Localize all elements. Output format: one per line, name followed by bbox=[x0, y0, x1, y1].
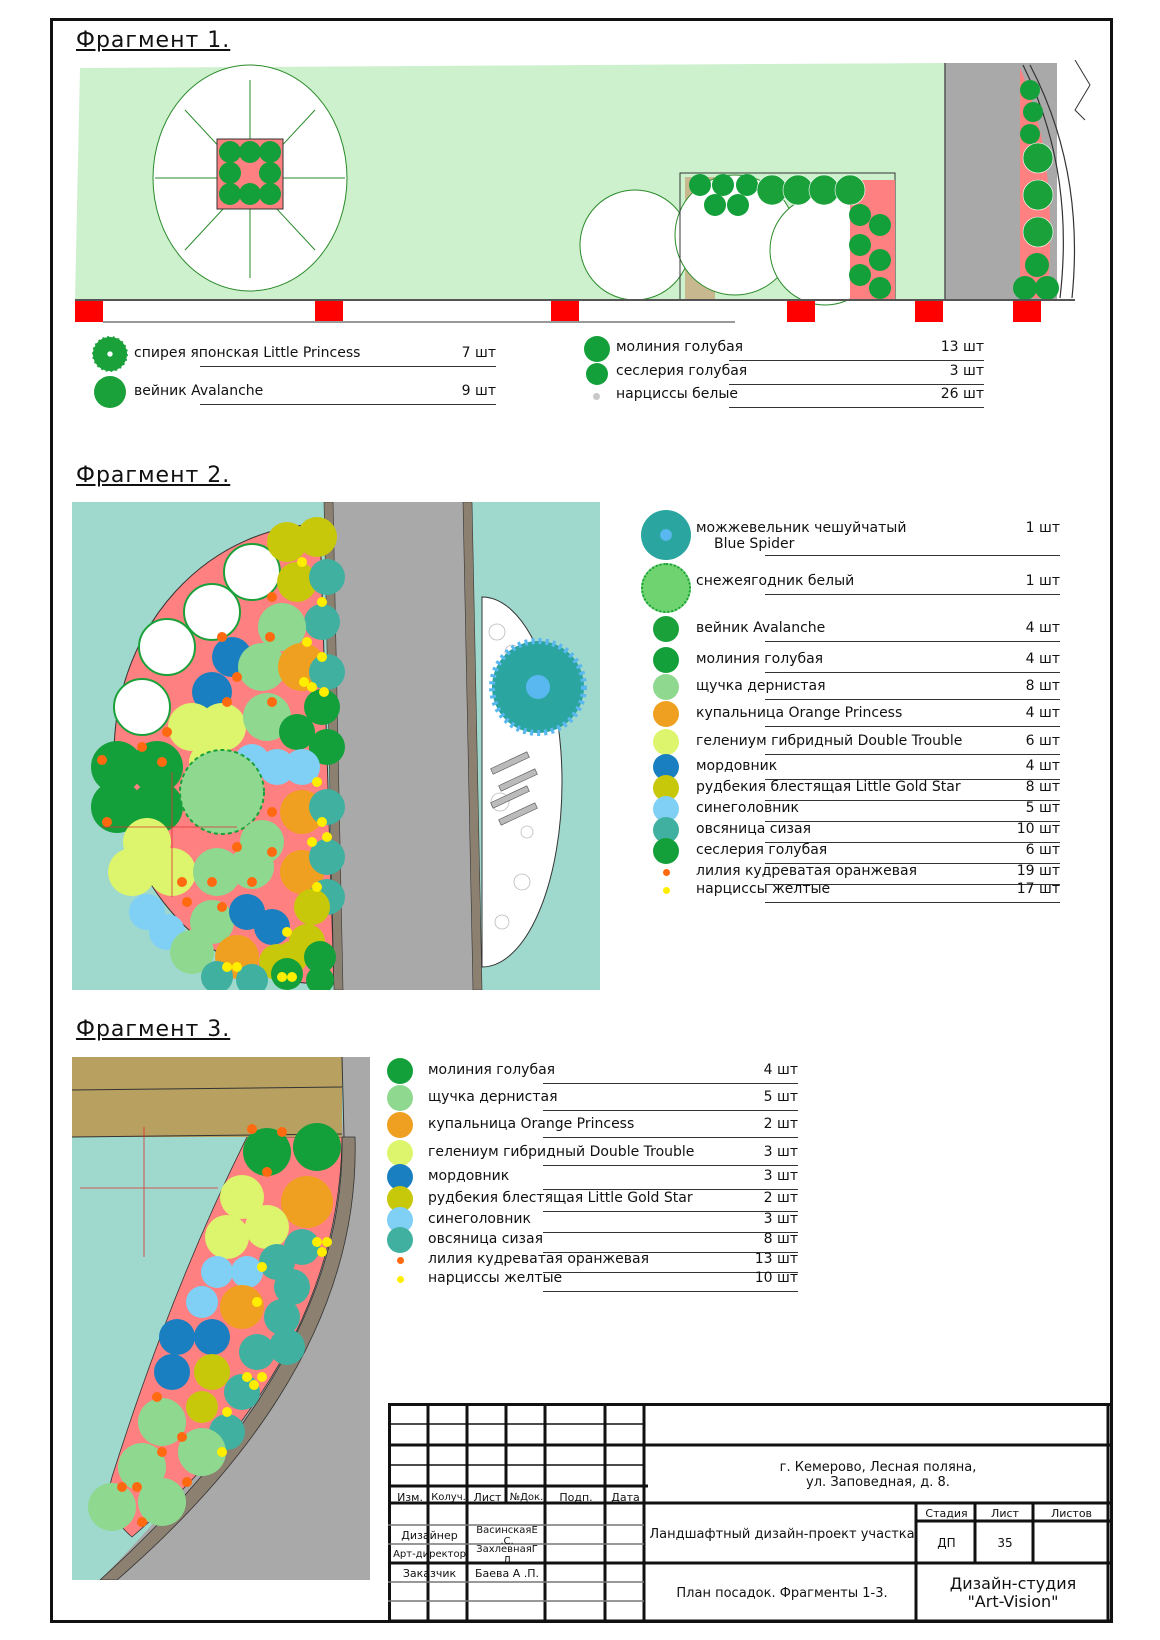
header-podp: Подп. bbox=[559, 1490, 593, 1504]
molinia-icon bbox=[584, 336, 610, 362]
snowberry-icon bbox=[641, 563, 691, 613]
role-designer: Дизайнер bbox=[401, 1529, 458, 1542]
legend-item: нарциссы белые 26 шт bbox=[616, 386, 984, 406]
legend-item: лилия кудреватая оранжевая 19 шт bbox=[696, 863, 1060, 883]
studio-line-2: "Art-Vision" bbox=[967, 1592, 1059, 1611]
legend-item: купальница Orange Princess 4 шт bbox=[696, 705, 1060, 725]
legend-item: мордовник 4 шт bbox=[696, 758, 1060, 778]
calamagrostis-icon bbox=[94, 376, 126, 408]
sheet-value: 35 bbox=[997, 1536, 1013, 1550]
project-title: Ландшафтный дизайн-проект участка bbox=[649, 1526, 915, 1542]
legend-item: сеслерия голубая 3 шт bbox=[616, 363, 984, 383]
sheet-label: Лист bbox=[991, 1506, 1019, 1520]
header-koluch: Колуч. bbox=[431, 1491, 466, 1503]
stage-label: Стадия bbox=[925, 1506, 968, 1520]
legend-item: синеголовник 5 шт bbox=[696, 800, 1060, 820]
spiraea-icon bbox=[92, 336, 128, 372]
legend-item: спирея японская Little Princess 7 шт bbox=[134, 345, 496, 365]
trollius-icon bbox=[387, 1112, 413, 1138]
role-client: Заказчик bbox=[402, 1567, 457, 1580]
sheet-title: План посадок. Фрагменты 1-3. bbox=[676, 1585, 888, 1601]
helenium-icon bbox=[653, 729, 679, 755]
legend-item: синеголовник 3 шт bbox=[428, 1211, 798, 1231]
legend-item: нарциссы желтые 10 шт bbox=[428, 1270, 798, 1290]
stage-value: ДП bbox=[937, 1536, 956, 1550]
legend-item: вейник Avalanche 4 шт bbox=[696, 620, 1060, 640]
legend-item: нарциссы желтые 17 шт bbox=[696, 881, 1060, 901]
address-line-2: ул. Заповедная, д. 8. bbox=[806, 1475, 950, 1490]
legend-item: мордовник 3 шт bbox=[428, 1168, 798, 1188]
legend-item: можжевельник чешуйчатый Blue Spider 1 шт bbox=[696, 520, 1060, 556]
fragment-2-plan bbox=[72, 502, 600, 990]
legend-item: рудбекия блестящая Little Gold Star 8 шт bbox=[696, 779, 1060, 799]
legend-item: щучка дернистая 8 шт bbox=[696, 678, 1060, 698]
narcissus-yellow-icon bbox=[397, 1276, 404, 1283]
molinia-icon bbox=[653, 647, 679, 673]
legend-item: лилия кудреватая оранжевая 13 шт bbox=[428, 1251, 798, 1271]
paved-path bbox=[945, 63, 1017, 300]
sesleria-icon bbox=[653, 838, 679, 864]
legend-item: сеслерия голубая 6 шт bbox=[696, 842, 1060, 862]
name-client: Баева А .П. bbox=[474, 1567, 540, 1580]
narcissus-yellow-icon bbox=[663, 887, 670, 894]
paved-path bbox=[324, 502, 482, 990]
studio-name bbox=[917, 1564, 1109, 1622]
legend-item: молиния голубая 4 шт bbox=[428, 1062, 798, 1082]
legend-item: вейник Avalanche 9 шт bbox=[134, 383, 496, 403]
deschampsia-icon bbox=[653, 674, 679, 700]
sheets-label: Листов bbox=[1050, 1506, 1093, 1520]
molinia-icon bbox=[387, 1058, 413, 1084]
header-izm: Изм. bbox=[397, 1490, 423, 1504]
helenium-icon bbox=[387, 1140, 413, 1166]
legend-item: щучка дернистая 5 шт bbox=[428, 1089, 798, 1109]
fragment-1-title: Фрагмент 1. bbox=[76, 28, 231, 53]
header-data: Дата bbox=[611, 1490, 640, 1504]
legend-item: овсяница сизая 8 шт bbox=[428, 1231, 798, 1251]
fragment-3-plan bbox=[72, 1057, 370, 1580]
festuca-icon bbox=[387, 1227, 413, 1253]
address bbox=[647, 1446, 1109, 1504]
fence-posts bbox=[75, 300, 1041, 322]
name-art-director: ЗахлевнаяГ .Л. bbox=[476, 1543, 538, 1566]
legend-item: купальница Orange Princess 2 шт bbox=[428, 1116, 798, 1136]
lily-icon bbox=[663, 869, 670, 876]
narcissus-white-icon bbox=[593, 393, 600, 400]
title-block bbox=[388, 1403, 1113, 1623]
address-line-1: г. Кемерово, Лесная поляна, bbox=[779, 1460, 977, 1475]
deschampsia-icon bbox=[387, 1085, 413, 1111]
fragment-3-title: Фрагмент 3. bbox=[76, 1017, 231, 1042]
legend-item: овсяница сизая 10 шт bbox=[696, 821, 1060, 841]
trollius-icon bbox=[653, 701, 679, 727]
legend-item: молиния голубая 13 шт bbox=[616, 339, 984, 359]
legend-item: гелениум гибридный Double Trouble 3 шт bbox=[428, 1144, 798, 1164]
snowberry-plant bbox=[180, 750, 264, 834]
wooden-deck bbox=[72, 1057, 342, 1137]
role-art-director: Арт-директор bbox=[393, 1549, 466, 1560]
legend-item: молиния голубая 4 шт bbox=[696, 651, 1060, 671]
fragment-2-title: Фрагмент 2. bbox=[76, 463, 231, 488]
header-ndok: №Док. bbox=[509, 1491, 544, 1503]
legend-item: гелениум гибридный Double Trouble 6 шт bbox=[696, 733, 1060, 753]
juniper-icon bbox=[641, 510, 691, 560]
calamagrostis-icon bbox=[653, 616, 679, 642]
legend-item: рудбекия блестящая Little Gold Star 2 шт bbox=[428, 1190, 798, 1210]
legend-item: снежеягодник белый 1 шт bbox=[696, 573, 1060, 593]
name-designer: ВасинскаяЕ .С. bbox=[476, 1524, 538, 1547]
header-list: Лист bbox=[473, 1490, 502, 1504]
sesleria-icon bbox=[586, 363, 608, 385]
studio-line-1: Дизайн-студия bbox=[949, 1574, 1077, 1593]
lily-icon bbox=[397, 1257, 404, 1264]
fragment-1-plan bbox=[75, 60, 1100, 325]
